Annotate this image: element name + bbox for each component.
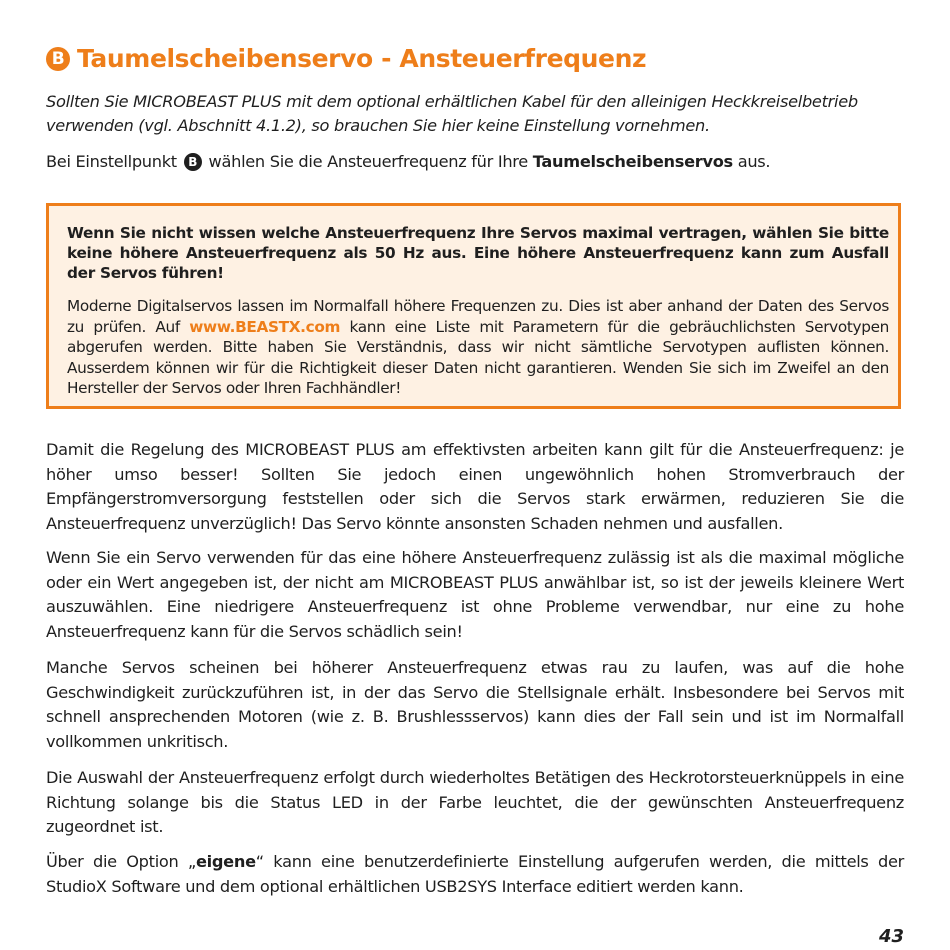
selection-text-after: aus. — [732, 152, 771, 171]
section-title: Taumelscheibenservo - Ansteuerfrequenz — [77, 44, 647, 73]
page-number: 43 — [878, 926, 904, 947]
setup-point-b-badge-icon: B — [184, 153, 202, 171]
selection-text-before: Bei Einstellpunkt — [46, 152, 182, 171]
warning-body-text — [67, 296, 889, 399]
warning-box — [46, 203, 901, 409]
selection-instruction — [46, 150, 904, 174]
section-heading — [46, 44, 916, 73]
intro-note: Sollten Sie MICROBEAST PLUS mit dem optional erhältlichen Kabel für den alleinigen Heckkreiselbetrieb verwenden (vgl. Abschnitt 4.1.2), so brauchen Sie hier keine Einstellung vornehmen. — [46, 92, 858, 135]
custom-option-after: “ kann eine benutzerdefinierte Einstellung aufgerufen werden, die mittels der StudioX Software und dem optional erhältlichen USB2SYS Interface editiert werden kann. — [46, 852, 904, 896]
custom-option-name: eigene — [195, 852, 256, 871]
warning-body-after: kann eine Liste mit Parametern für die gebräuchlichsten Servotypen abgerufen werden. Bitte haben Sie Verständnis, dass wir nicht sämtliche Servotypen auflisten können. Ausserdem können wir für die Richtigkeit dieser Daten nicht garantieren. Wenden Sie sich im Zweifel an den Hersteller der Servos oder Ihren Fachhändler! — [67, 317, 889, 397]
warning-body-before: Moderne Digitalservos lassen im Normalfall höhere Frequenzen zu. Dies ist aber anhand der Daten des Servos zu prüfen. Auf — [67, 297, 889, 336]
beastx-website-link[interactable]: www.BEASTX.com — [189, 317, 341, 336]
custom-option-before: Über die Option „ — [46, 852, 196, 871]
paragraph-selection-method: Die Auswahl der Ansteuerfrequenz erfolgt durch wiederholtes Betätigen des Heckrotorsteuerknüppels in eine Richtung solange bis die Status LED in der Farbe leuchtet, die der gewünschten Ansteuerfrequenz zugeordnet ist. — [46, 768, 904, 836]
selection-text-middle: wählen Sie die Ansteuerfrequenz für Ihre — [203, 152, 533, 171]
paragraph-max-value: Wenn Sie ein Servo verwenden für das eine höhere Ansteuerfrequenz zulässig ist als die maximal mögliche oder ein Wert angegeben ist, der nicht am MICROBEAST PLUS anwählbar ist, so ist der jeweils kleinere Wert auszuwählen. Eine niedrigere Ansteuerfrequenz ist ohne Probleme verwendbar, nur eine zu hohe Ansteuerfrequenz kann für die Servos schädlich sein! — [46, 548, 904, 641]
section-b-badge-icon: B — [46, 47, 70, 71]
paragraph-rough-running: Manche Servos scheinen bei höherer Ansteuerfrequenz etwas rau zu laufen, was auf die hohe Geschwindigkeit zurückzuführen ist, in der das Servo die Stellsignale erhält. Insbesondere bei Servos mit schnell ansprechenden Motoren (wie z. B. Brushlessservos) kann dies der Fall sein und ist im Normalfall vollkommen unkritisch. — [46, 658, 904, 751]
warning-strong-text: Wenn Sie nicht wissen welche Ansteuerfrequenz Ihre Servos maximal vertragen, wählen Sie bitte keine höhere Ansteuerfrequenz als 50 Hz aus. Eine höhere Ansteuerfrequenz kann zum Ausfall der Servos führen! — [67, 224, 889, 282]
paragraph-custom-option — [46, 850, 904, 899]
paragraph-frequency-rule: Damit die Regelung des MICROBEAST PLUS am effektivsten arbeiten kann gilt für die Ansteuerfrequenz: je höher umso besser! Sollten Sie jedoch einen ungewöhnlich hohen Stromverbrauch der Empfängerstromversorgung feststellen oder sich die Servos stark erwärmen, reduzieren Sie die Ansteuerfrequenz unverzüglich! Das Servo könnte ansonsten Schaden nehmen und ausfallen. — [46, 440, 904, 533]
selection-bold-term: Taumelscheibenservos — [532, 152, 733, 171]
